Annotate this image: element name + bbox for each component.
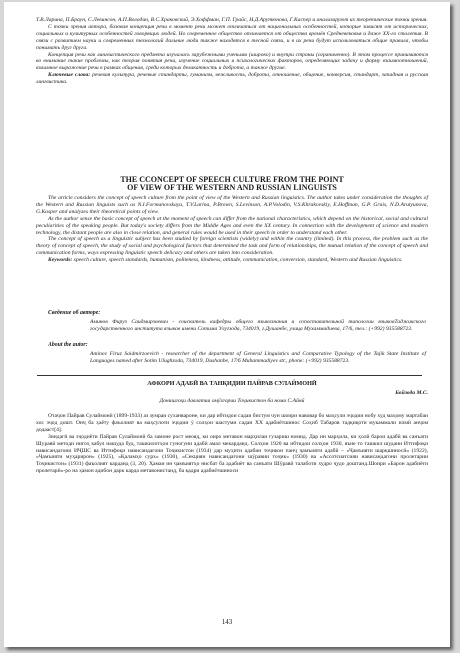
ru-abstract (36, 17, 428, 86)
tj-article-title: АФКОРИ АДАБӢ ВА ТАНҚИДИИ ПАЙРАВ СУЛАЙМОНӢ (147, 380, 317, 387)
page-number: 143 (221, 618, 233, 626)
en-title-line2: OF VIEW OF THE WESTERN AND RUSSIAN LINGUISTS (127, 183, 337, 193)
ru-keywords (36, 72, 428, 86)
en-title-line1: THE CCONCEPT OF SPEECH CULTURE FROM THE POINT (120, 175, 344, 184)
about-author-ru-heading: Сведение об авторе: (48, 310, 101, 316)
tj-author: Бойзода М.С. (395, 390, 428, 396)
en-keywords-label: Keywords: (48, 257, 73, 264)
ru-keywords-label: Ключевые слова: (48, 72, 91, 79)
ru-abstract-p1: Т.В.Ларина, П.Браун, С.Левинсон, А.П.Володин, В.С.Храковский, Э.Хоффман, Г.П. Грайс, Н.Д.Арутюнова, Г.Каспер и анализируют их теоретические точки зрения. (36, 17, 428, 23)
journal-page (4, 2, 450, 647)
en-abstract-p3: The concept of speech as a linguistic subject has been studied by foreign scientists (widely) and within the country (limited). In this process, the problem such as the theory of concept of speech, the study of social and psychological factors that determined the task and form of relationships, the mutual relation of the concept of speech and communication forms, ways expressing linguistic speech delicacy and others are taken into consideration. (36, 236, 428, 257)
tj-body (36, 413, 428, 475)
about-author-en-heading: About the autor: (48, 342, 88, 348)
en-keywords (36, 257, 428, 264)
about-author-en: Aminov Firuz Saidmirzoevich - researcher of the department of General Linguistics and Comparative Typology of the Tajik State Institute of Languages named after Sotim Ulughzoda, 734019, Dushanbe, 17/6 Muhammadiyev str., phone: (+992) 935588723. (90, 351, 426, 364)
en-abstract-p2: As the author sense the basic concept of speech at the moment of speech can differ from the national characteristics, which depend on the historical, social and cultural peculiarities of the speaking people. But today's society differs from the Middle Ages and even the XX century. In connection with the development of science and modern technology, the distant people are also in close relation, and general rules would be used in their speech in order to understand each other. (36, 215, 428, 236)
en-abstract-p1: The article considers the concept of speech culture from the point of view of the Western and Russian linguistics. The author takes under consideration the thoughts of the Western and Russian linguists such as N.I.Formanovskaya, T.V.Larina, P.Brown, S.Levinson, A.P.Volodin, V.S.Khrakovskiy, E.Hoffman, G.P. Grais, N.D.Arutyunova, G.Kasper and analyzes their theoretical points of view. (36, 195, 428, 215)
tj-body-p1: Отаҷон Пайрав Сулаймонӣ (1899-1933) аз зумраи суханвароне, ки дар ибтидои садаи бистум чун шоири навовар бо маҳсули эҷодии нобу худ маҳому мартабаи хос эҷод дошт. Онҷ ба ҳаёту фаъолият ва маҳсулоти эҷодии ӯ солҳои шастуми садаи ХХ адабиётшинос Соҳиб Табаров тадқиқоти мукаммали илмӣ анҷом додааст[4]. (36, 413, 428, 433)
en-abstract (36, 195, 428, 264)
ru-keywords-text: речевая культура, речевые стандарты, гуманизм, вежливость, доброта, отношение, общение, конверсия, стандарт, западная и русская лингвистика. (36, 72, 428, 86)
ru-abstract-p3: Концепция речи как лингвистического предмета изучалась зарубежными учеными (широко) и внутри страны (ограниченно). В этом процессе принимаются во внимание такие проблемы, как теория понятия речи, изучение социальных и психологических факторов, определяющих задачу и форму взаимоотношений, взаимное выражение речи в рамках общения, среди которых деликатность и доброта, а также другие. (36, 51, 428, 72)
about-author-ru: Аминов Фируз Саидмирзоевич - соискатель кафедры общего языкознания и сопоставительной типологии языковТаджикского государственного института языков имени Сотима Улугзода, 734019, г.Душанбе, улица Мухаммадиева, 17/6, тел.: (+992) 935588723. (90, 319, 426, 332)
tj-body-p2: Зиндагӣ ва эҷодиёти Пайрав Сулаймонӣ ба замоне рост меояд, ки оиро метавон марҳилаи гузариш номид. Дар ин марҳила, ки ҳолӣ барои адабӣ ва санъати Шуравӣ методи нигоҳ кабул нашуда буд, ташкилотҳои гуногуни адабӣ амал мекарданд. Солҳои 1920 ва ибтидои солҳои 1930, яъне то ташкил шудани Иттифоқи нависандагони ИҶШС ва Иттифоқи нависандагони Тоҷикистон (1934) дар муҳити адабии тоҷикон панҷ ҷамъияти адабӣ – «Ҷамъияти шарқшиносӣ» (1922), «Ҷамъияти муҳарирон» (1925), «Қаламҳо сурх» (1930), «Секцияи нависандагони шӯравии тоҷик» (1930) ва «Ассотсиатсияи нависандагони пролетарии Тоҷикистон» (1931) фаъолият карданд (3, 20). Ҳамаи ин ҷамъиятҳо нисбат ба адабиёт ва санъати Шӯравӣ талаботи худро ҷудо доштанд.Шоири «Барон адабиёти пролетарӣ»-ро на ҳамон адибон дарк карда метавонистанд, ба қадри адабиётшиноси (36, 433, 428, 475)
section-divider (37, 375, 422, 376)
en-title (36, 176, 428, 193)
tj-affiliation: Донишгоҳи давлатии омӯзгории Тоҷикистон ба номи С.Айнӣ (159, 398, 305, 404)
en-keywords-text: speech culture, speech standards, humanism, politeness, kindness, attitude, communication, conversion, standard, Western and Russian linguistics. (72, 257, 403, 264)
ru-abstract-p2: С точки зрения автора, базовая концепция речи в момент речи может отличаться от национальных особенностей, которые зависят от исторических, социальных и культурных особенностей говорящих людей. Но современное общество отличается от общества времён Средневековья и даже XX-го столетия. В связи с развитием науки и современных технологий дальние люди также находятся в тесной связи, и в их речи будут использоваться общие правила, чтобы понимать друг друга. (36, 23, 428, 51)
